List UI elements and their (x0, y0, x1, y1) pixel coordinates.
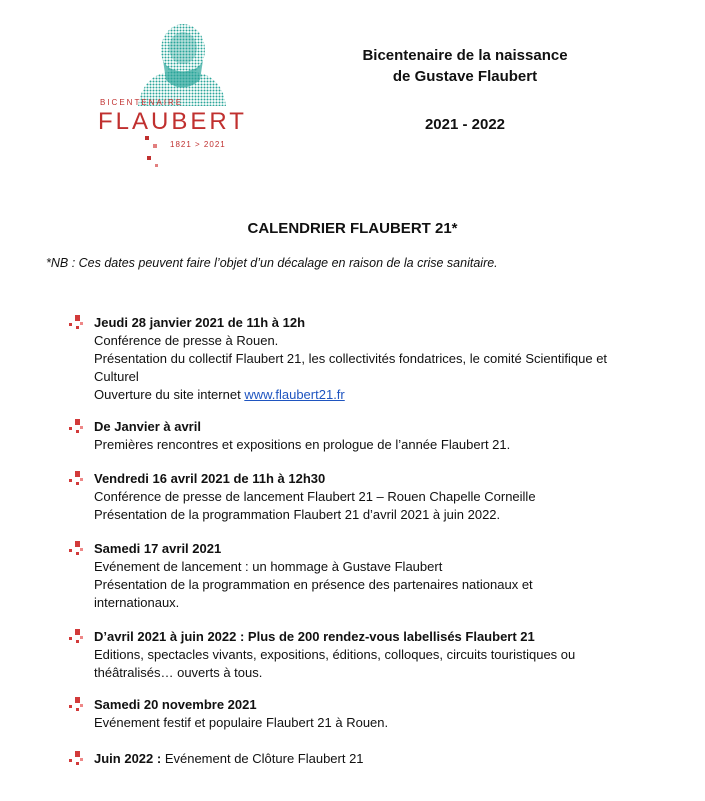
entry-text: Présentation du collectif Flaubert 21, les collectivités fondatrices, le comité Scientifique et (94, 351, 608, 366)
entry-text: Evénement festif et populaire Flaubert 21 à Rouen. (94, 715, 389, 730)
entry-title: Vendredi 16 avril 2021 de 11h à 12h30 (94, 471, 326, 486)
red-flag-bullet-icon (66, 540, 88, 556)
calendar-note: *NB : Ces dates peuvent faire l’objet d’un décalage en raison de la crise sanitaire. (46, 256, 498, 270)
document-header (330, 45, 600, 135)
logo-years: 1821 > 2021 (170, 140, 226, 149)
entry-text: Evénement de lancement : un hommage à Gustave Flaubert (94, 559, 443, 574)
entry-text: théâtralisés… ouverts à tous. (94, 665, 263, 680)
red-flag-bullet-icon (66, 470, 88, 486)
calendar-entry (66, 470, 666, 524)
calendar-entry (66, 314, 666, 404)
header-line-2: de Gustave Flaubert (392, 68, 538, 85)
entry-title: Samedi 17 avril 2021 (94, 541, 222, 556)
header-line-1: Bicentenaire de la naissance (362, 47, 568, 64)
calendar-entry (66, 540, 666, 612)
entry-text: Editions, spectacles vivants, expositions, éditions, colloques, circuits touristiques ou (94, 647, 576, 662)
flaubert-portrait-icon (128, 20, 228, 106)
header-years: 2021 - 2022 (424, 116, 506, 133)
entry-title: De Janvier à avril (94, 419, 201, 434)
entry-text: Culturel (94, 369, 139, 384)
entry-text: Présentation de la programmation en présence des partenaires nationaux et (94, 577, 533, 592)
entry-title-line (94, 750, 666, 768)
entry-text-with-link (94, 386, 666, 404)
entry-text: Présentation de la programmation Flaubert 21 d’avril 2021 à juin 2022. (94, 507, 501, 522)
entry-text: internationaux. (94, 595, 180, 610)
calendar-entry (66, 628, 666, 682)
red-flag-bullet-icon (66, 418, 88, 434)
entry-title: Juin 2022 : (94, 751, 162, 766)
entry-text: Conférence de presse à Rouen. (94, 333, 279, 348)
red-flag-bullet-icon (66, 696, 88, 712)
entry-title: Jeudi 28 janvier 2021 de 11h à 12h (94, 315, 306, 330)
calendar-entry (66, 418, 666, 454)
website-link[interactable]: www.flaubert21.fr (244, 387, 345, 402)
red-flag-bullet-icon (66, 628, 88, 644)
calendar-entry (66, 696, 666, 732)
logo-squares-icon (143, 134, 173, 174)
entry-title: D’avril 2021 à juin 2022 : Plus de 200 rendez-vous labellisés Flaubert 21 (94, 629, 535, 644)
link-prefix: Ouverture du site internet (94, 387, 245, 402)
entry-text: Conférence de presse de lancement Flaubert 21 – Rouen Chapelle Corneille (94, 489, 536, 504)
red-flag-bullet-icon (66, 750, 88, 766)
logo-small-text: BICENTENAIRE (100, 98, 184, 107)
flaubert-bicentenaire-logo (88, 20, 247, 160)
red-flag-bullet-icon (66, 314, 88, 330)
calendar-entry (66, 750, 666, 768)
logo-wordmark: FLAUBERT (98, 108, 247, 135)
calendar-title: CALENDRIER FLAUBERT 21* (247, 220, 458, 237)
entry-title-suffix: Evénement de Clôture Flaubert 21 (161, 751, 364, 766)
entry-text: Premières rencontres et expositions en prologue de l’année Flaubert 21. (94, 437, 511, 452)
entry-title: Samedi 20 novembre 2021 (94, 697, 257, 712)
